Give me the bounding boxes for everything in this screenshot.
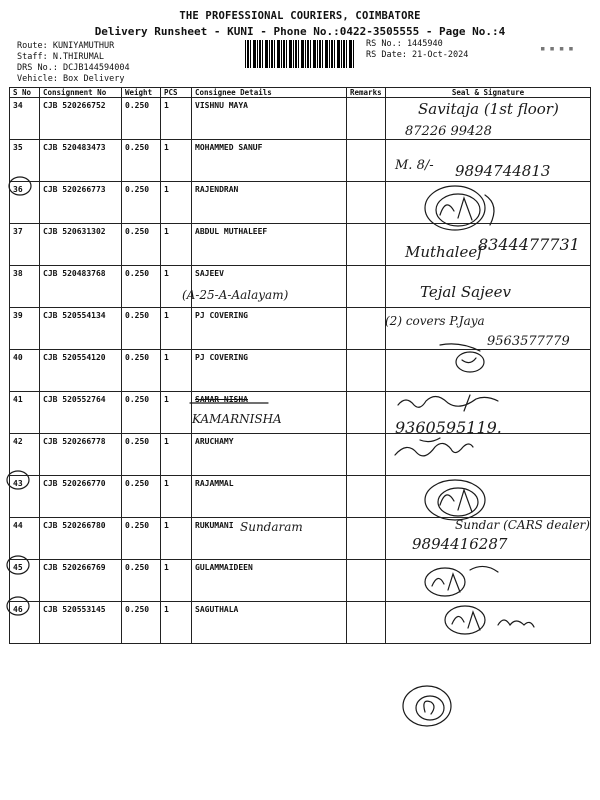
- col-consignee: Consignee Details: [192, 88, 347, 98]
- sno: 41: [10, 392, 40, 434]
- handwritten-address-38: (A-25-A-Aalayam): [182, 288, 289, 302]
- pcs: 1: [161, 224, 192, 266]
- consignee: RAJENDRAN: [192, 182, 347, 224]
- weight: 0.250: [122, 392, 161, 434]
- pcs: 1: [161, 266, 192, 308]
- sno: 39: [10, 308, 40, 350]
- handwritten-signature-39: (2) covers P.Jaya: [385, 314, 485, 328]
- cn-scribble-46: [445, 606, 534, 634]
- sno: 43: [10, 476, 40, 518]
- cn-scribble-45: [425, 566, 498, 596]
- vehicle: Vehicle: Box Delivery: [17, 74, 125, 84]
- handwritten-signature-44: Sundar (CARS dealer): [455, 518, 590, 532]
- sno: 44: [10, 518, 40, 560]
- consignment-no: CJB 520631302: [40, 224, 122, 266]
- handwritten-name-41: KAMARNISHA: [192, 412, 282, 426]
- consignee: SAGUTHALA: [192, 602, 347, 644]
- weight: 0.250: [122, 476, 161, 518]
- weight: 0.250: [122, 308, 161, 350]
- cn-scribble-bottom: [403, 686, 451, 726]
- pcs: 1: [161, 182, 192, 224]
- handwritten-signature-38: Tejal Sajeev: [420, 283, 511, 301]
- consignment-no: CJB 520266778: [40, 434, 122, 476]
- handwritten-signature-34: Savitaja (1st floor): [418, 100, 559, 118]
- pcs: 1: [161, 392, 192, 434]
- handwritten-phone-37: 8344477731: [478, 235, 580, 254]
- handwritten-phone-35: 9894744813: [455, 162, 551, 180]
- col-sno: S No: [10, 88, 40, 98]
- consignment-no: CJB 520483473: [40, 140, 122, 182]
- handwritten-mark-35: M. 8/-: [395, 158, 434, 173]
- handwritten-phone-44: 9894416287: [412, 535, 508, 553]
- col-consignment: Consignment No: [40, 88, 122, 98]
- circle-mark-36: [9, 177, 31, 195]
- consignee: SAMAR NISHA: [192, 392, 347, 434]
- scribble-42: [395, 438, 473, 456]
- consignment-no: CJB 520266752: [40, 98, 122, 140]
- sno: 36: [10, 182, 40, 224]
- rs-date: RS Date: 21-Oct-2024: [366, 50, 469, 60]
- consignee: ABDUL MUTHALEEF: [192, 224, 347, 266]
- weight: 0.250: [122, 518, 161, 560]
- col-remarks: Remarks: [347, 88, 386, 98]
- rs-number: RS No.: 1445940: [366, 39, 443, 49]
- barcode-dots: ▪▪▪▪: [540, 44, 578, 54]
- sno: 34: [10, 98, 40, 140]
- consignee: RAJAMMAL: [192, 476, 347, 518]
- consignee: MOHAMMED SANUF: [192, 140, 347, 182]
- consignee: RUKUMANI: [192, 518, 347, 560]
- sno: 38: [10, 266, 40, 308]
- consignee: ARUCHAMY: [192, 434, 347, 476]
- consignment-no: CJB 520552764: [40, 392, 122, 434]
- pcs: 1: [161, 476, 192, 518]
- consignment-no: CJB 520266769: [40, 560, 122, 602]
- consignment-no: CJB 520266773: [40, 182, 122, 224]
- pcs: 1: [161, 140, 192, 182]
- handwritten-phone-34: 87226 99428: [405, 124, 492, 139]
- staff: Staff: N.THIRUMAL: [17, 52, 104, 62]
- weight: 0.250: [122, 140, 161, 182]
- company-name: THE PROFESSIONAL COURIERS, COIMBATORE: [179, 10, 421, 22]
- consignment-no: CJB 520554120: [40, 350, 122, 392]
- pcs: 1: [161, 308, 192, 350]
- consignee: PJ COVERING: [192, 350, 347, 392]
- pcs: 1: [161, 602, 192, 644]
- scribble-41: [398, 395, 498, 411]
- sno: 37: [10, 224, 40, 266]
- consignment-no: CJB 520266780: [40, 518, 122, 560]
- handwritten-phone-39: 9563577779: [487, 334, 570, 349]
- handwritten-name-44: Sundaram: [240, 520, 303, 534]
- pcs: 1: [161, 434, 192, 476]
- consignee: VISHNU MAYA: [192, 98, 347, 140]
- weight: 0.250: [122, 602, 161, 644]
- weight: 0.250: [122, 350, 161, 392]
- consignee: SAJEEV: [192, 266, 347, 308]
- sno: 42: [10, 434, 40, 476]
- consignment-no: CJB 520483768: [40, 266, 122, 308]
- runsheet-title: Delivery Runsheet - KUNI - Phone No.:0422-3505555 - Page No.:4: [94, 25, 506, 38]
- pcs: 1: [161, 98, 192, 140]
- weight: 0.250: [122, 266, 161, 308]
- weight: 0.250: [122, 98, 161, 140]
- pcs: 1: [161, 518, 192, 560]
- pcs: 1: [161, 560, 192, 602]
- weight: 0.250: [122, 224, 161, 266]
- circle-mark-46: [7, 597, 29, 615]
- consignment-no: CJB 520266770: [40, 476, 122, 518]
- col-signature: Seal & Signature: [386, 88, 591, 98]
- consignment-no: CJB 520554134: [40, 308, 122, 350]
- cn-scribble-36: [425, 186, 494, 230]
- circle-mark-45: [7, 556, 29, 574]
- drs-number: DRS No.: DCJB144594004: [17, 63, 130, 73]
- weight: 0.250: [122, 560, 161, 602]
- consignee: PJ COVERING: [192, 308, 347, 350]
- pcs: 1: [161, 350, 192, 392]
- circle-mark-43: [7, 471, 29, 489]
- handwritten-phone-41: 9360595119.: [395, 418, 502, 437]
- consignment-no: CJB 520553145: [40, 602, 122, 644]
- sno: 45: [10, 560, 40, 602]
- col-weight: Weight: [122, 88, 161, 98]
- cn-scribble-40: [440, 344, 484, 372]
- sno: 40: [10, 350, 40, 392]
- weight: 0.250: [122, 434, 161, 476]
- handwritten-name-37: Muthaleef: [405, 243, 483, 261]
- col-pcs: PCS: [161, 88, 192, 98]
- weight: 0.250: [122, 182, 161, 224]
- consignee: GULAMMAIDEEN: [192, 560, 347, 602]
- cn-scribble-43: [425, 480, 485, 520]
- sno: 46: [10, 602, 40, 644]
- route: Route: KUNIYAMUTHUR: [17, 41, 115, 51]
- sno: 35: [10, 140, 40, 182]
